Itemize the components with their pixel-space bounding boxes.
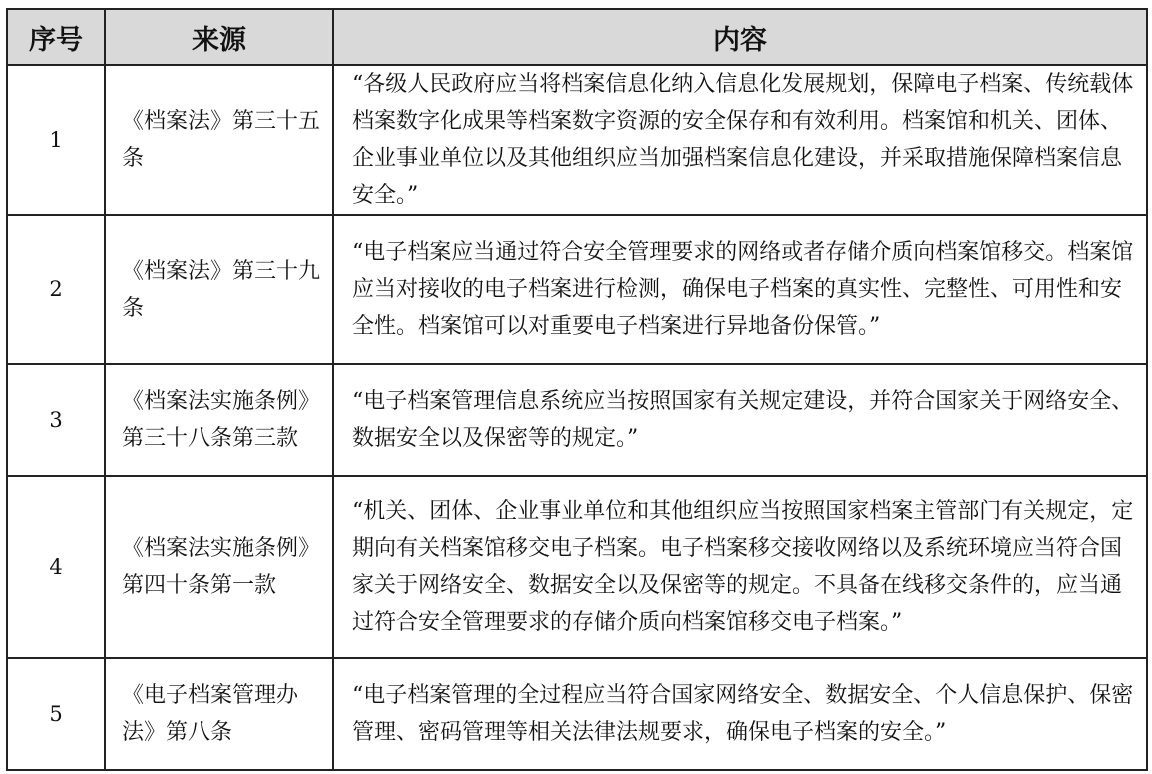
row-index: 3 <box>7 364 105 476</box>
row-index: 5 <box>7 658 105 770</box>
row-index: 2 <box>7 215 105 364</box>
row-content: “机关、团体、企业事业单位和其他组织应当按照国家档案主管部门有关规定，定期向有关档案馆移交电子档案。电子档案移交接收网络以及系统环境应当符合国家关于网络安全、数据安全以及保密等的规定。不具备在线移交条件的，应当通过符合安全管理要求的存储介质向档案馆移交电子档案。” <box>333 476 1147 658</box>
row-content: “电子档案应当通过符合安全管理要求的网络或者存储介质向档案馆移交。档案馆应当对接收的电子档案进行检测，确保电子档案的真实性、完整性、可用性和安全性。档案馆可以对重要电子档案进行异地备份保管。” <box>333 215 1147 364</box>
header-source: 来源 <box>105 9 333 65</box>
row-index: 4 <box>7 476 105 658</box>
row-source: 《档案法》第三十五条 <box>105 65 333 215</box>
regulations-table <box>6 8 1148 771</box>
table-row <box>7 364 1147 476</box>
row-content: “各级人民政府应当将档案信息化纳入信息化发展规划，保障电子档案、传统载体档案数字化成果等档案数字资源的安全保存和有效利用。档案馆和机关、团体、企业事业单位以及其他组织应当加强档案信息化建设，并采取措施保障档案信息安全。” <box>333 65 1147 215</box>
row-source: 《电子档案管理办法》第八条 <box>105 658 333 770</box>
row-content: “电子档案管理信息系统应当按照国家有关规定建设，并符合国家关于网络安全、数据安全以及保密等的规定。” <box>333 364 1147 476</box>
row-source: 《档案法实施条例》第三十八条第三款 <box>105 364 333 476</box>
table-header-row <box>7 9 1147 65</box>
header-content: 内容 <box>333 9 1147 65</box>
table-row <box>7 65 1147 215</box>
row-content: “电子档案管理的全过程应当符合国家网络安全、数据安全、个人信息保护、保密管理、密码管理等相关法律法规要求，确保电子档案的安全。” <box>333 658 1147 770</box>
row-source: 《档案法》第三十九条 <box>105 215 333 364</box>
row-index: 1 <box>7 65 105 215</box>
header-index: 序号 <box>7 9 105 65</box>
table-row <box>7 215 1147 364</box>
row-source: 《档案法实施条例》第四十条第一款 <box>105 476 333 658</box>
table-row <box>7 658 1147 770</box>
table-row <box>7 476 1147 658</box>
document-page <box>6 8 1146 771</box>
